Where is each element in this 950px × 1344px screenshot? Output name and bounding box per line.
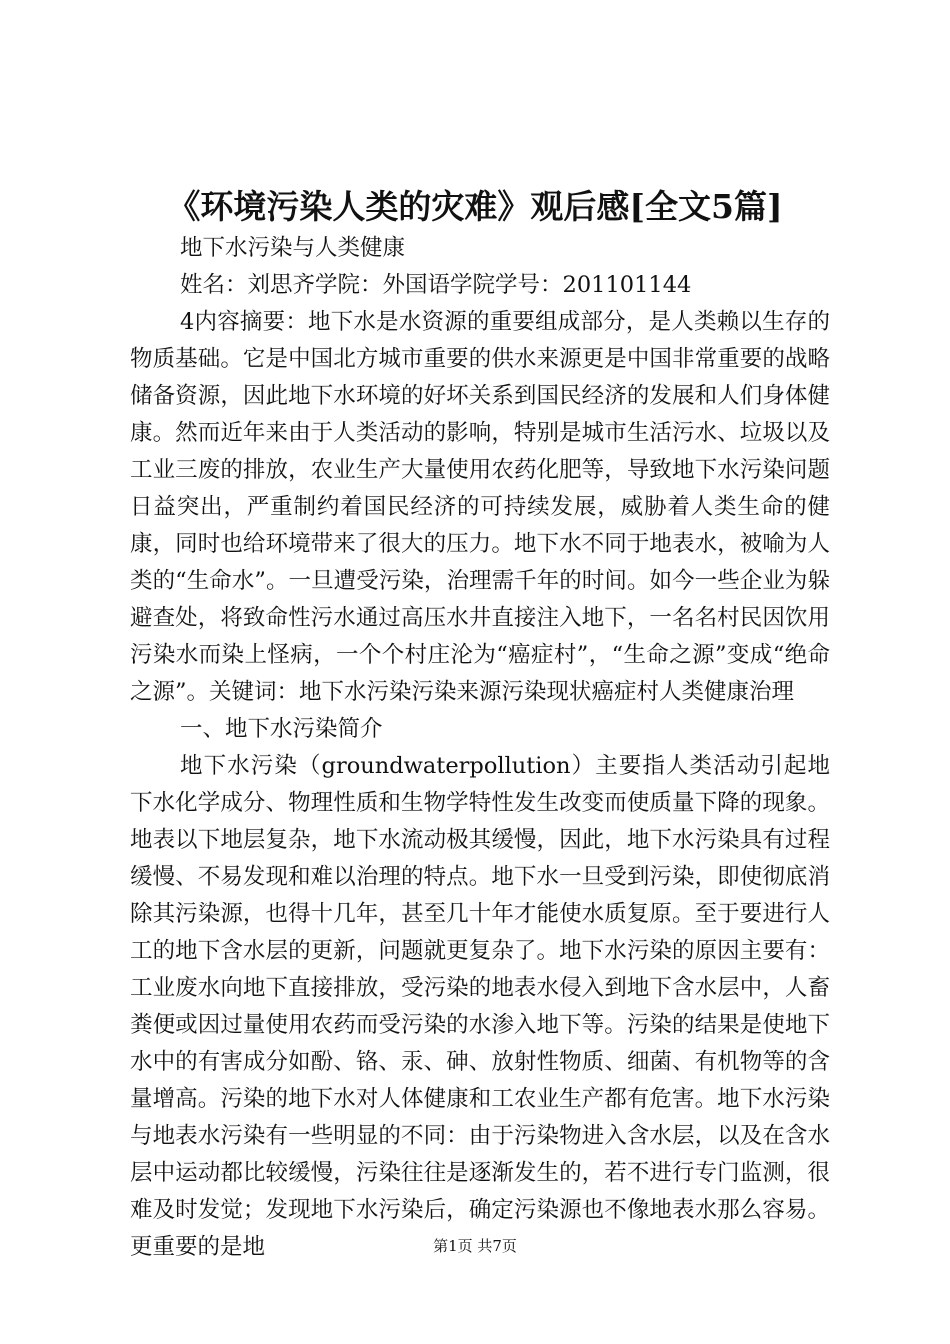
section-heading: 一、地下水污染简介 xyxy=(180,716,383,742)
section-heading: 地下水污染与人类健康 xyxy=(180,235,406,261)
document-title: 《环境污染人类的灾难》观后感[全文5篇] xyxy=(167,187,783,226)
page-footer: 第1页 共7页 xyxy=(433,1237,517,1255)
body-paragraph: 地下水污染（groundwaterpollution）主要指人类活动引起地下水化学成分、物理性质和生物学特性发生改变而使质量下降的现象。地表以下地层复杂，地下水流动极其缓慢，因此，地下水污染具有过程缓慢、不易发现和难以治理的特点。地下水一旦受到污染，即使彻底消除其污染源，也得十几年，甚至几十年才能使水质复原。至于要进行人工的地下含水层的更新，问题就更复杂了。地下水污染的原因主要有：工业废水向地下直接排放，受污染的地表水侵入到地下含水层中，人畜粪便或因过量使用农药而受污染的水渗入地下等。污染的结果是使地下水中的有害成分如酚、铬、汞、砷、放射性物质、细菌、有机物等的含量增高。污染的地下水对人体健康和工农业生产都有危害。地下水污染与地表水污染有一些明显的不同：由于污染物进入含水层，以及在含水层中运动都比较缓慢，污染往往是逐渐发生的，若不进行专门监测，很难及时发觉；发现地下水污染后，确定污染源也不像地表水那么容易。更重要的是地 xyxy=(130,753,830,1260)
document-body xyxy=(130,230,830,1266)
author-info: 姓名：刘思齐学院：外国语学院学号：201101144 xyxy=(180,272,692,298)
abstract-paragraph: 4内容摘要：地下水是水资源的重要组成部分，是人类赖以生存的物质基础。它是中国北方城市重要的供水来源更是中国非常重要的战略储备资源，因此地下水环境的好坏关系到国民经济的发展和人们身体健康。然而近年来由于人类活动的影响，特别是城市生活污水、垃圾以及工业三废的排放，农业生产大量使用农药化肥等，导致地下水污染问题日益突出，严重制约着国民经济的可持续发展，威胁着人类生命的健康，同时也给环境带来了很大的压力。地下水不同于地表水，被喻为人类的“生命水”。一旦遭受污染，治理需千年的时间。如今一些企业为躲避查处，将致命性污水通过高压水井直接注入地下，一名名村民因饮用污染水而染上怪病，一个个村庄沦为“癌症村”，“生命之源”变成“绝命之源”。关键词：地下水污染污染来源污染现状癌症村人类健康治理 xyxy=(130,309,830,705)
